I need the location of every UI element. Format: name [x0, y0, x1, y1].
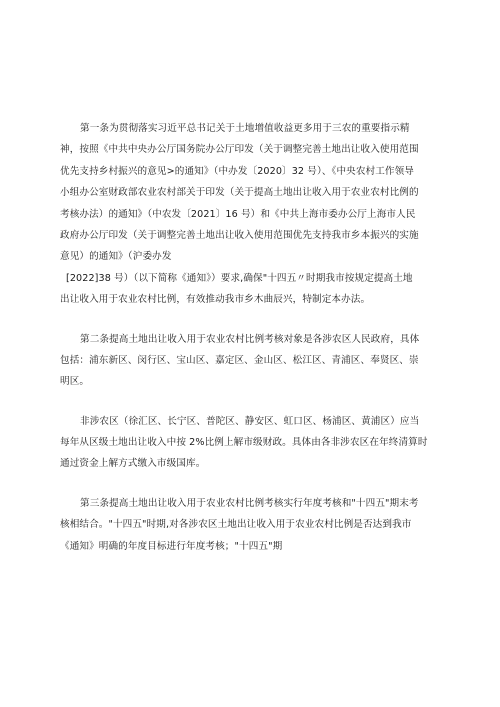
text-line: 明区。 [60, 376, 90, 388]
text-line: 政府办公厅印发（关于调整完善土地出让收入使用范围优先支持我市乡本振兴的实施 [60, 229, 419, 241]
document-body [60, 118, 445, 557]
text-line: 第二条提高土地出让收入用于农业农村比例考核对象是各涉农区人民政府，具体 [80, 333, 420, 345]
paragraph-gap [60, 393, 445, 411]
paragraph-gap [60, 311, 445, 329]
text-line: 第一条为贯彻落实习近平总书记关于土地增值收益更多用于三农的重要指示精 [80, 123, 410, 134]
text-line: 《通知》明确的年度目标进行年度考核；"十四五"期 [60, 540, 283, 552]
text-line: 神，按照《中共中央办公厅国务院办公厅印发（关于调整完善土地出让收入使用范围 [60, 144, 419, 156]
text-line: 第三条提高土地出让收入用于农业农村比例考核实行年度考核和"十四五"期末考 [80, 497, 419, 509]
text-line: 小组办公室财政部农业农村部关于印发（关于提高土地出让收入用于农业农村比例的 [60, 187, 419, 199]
text-line: 包括：浦东新区、闵行区、宝山区、嘉定区、金山区、松江区、青浦区、奉贤区、崇 [60, 354, 419, 366]
paragraph-non-agricultural-districts [60, 411, 445, 475]
text-line: 非涉农区（徐汇区、长宁区、普陀区、静安区、虹口区、杨浦区、黄浦区）应当 [80, 415, 420, 427]
paragraph-gap [60, 475, 445, 493]
text-line: 意见）的通知》（沪委办发 [60, 251, 172, 263]
text-line: 优先支持乡村振兴的意见>的通知》（中办发〔2020〕32 号）、《中央农村工作领导 [60, 165, 415, 177]
paragraph-article-1 [60, 118, 445, 311]
paragraph-article-3 [60, 493, 445, 557]
text-line: 考核办法）的通知》（中农发〔2021〕16 号）和《中共上海市委办公厅上海市人民 [60, 208, 416, 220]
paragraph-article-2 [60, 329, 445, 393]
text-line: 每年从区级土地出让收入中按 2%比例上解市级财政。具体由各非涉农区在年终清算时 [60, 437, 428, 449]
text-line: [2022]38 号）（以下简称《通知》）要求,确保"十四五〃时期我市按规定提高土地 [66, 272, 413, 284]
text-line: 出让收入用于农业农村比例，有效推动我市乡木曲辰兴，特制定本办法。 [60, 294, 371, 306]
text-line: 通过资金上解方式缴入市级国库。 [60, 458, 206, 470]
text-line: 核相结合。"十四五"时期,对各涉农区土地出让收入用于农业农村比例是否达到我市 [60, 519, 412, 531]
